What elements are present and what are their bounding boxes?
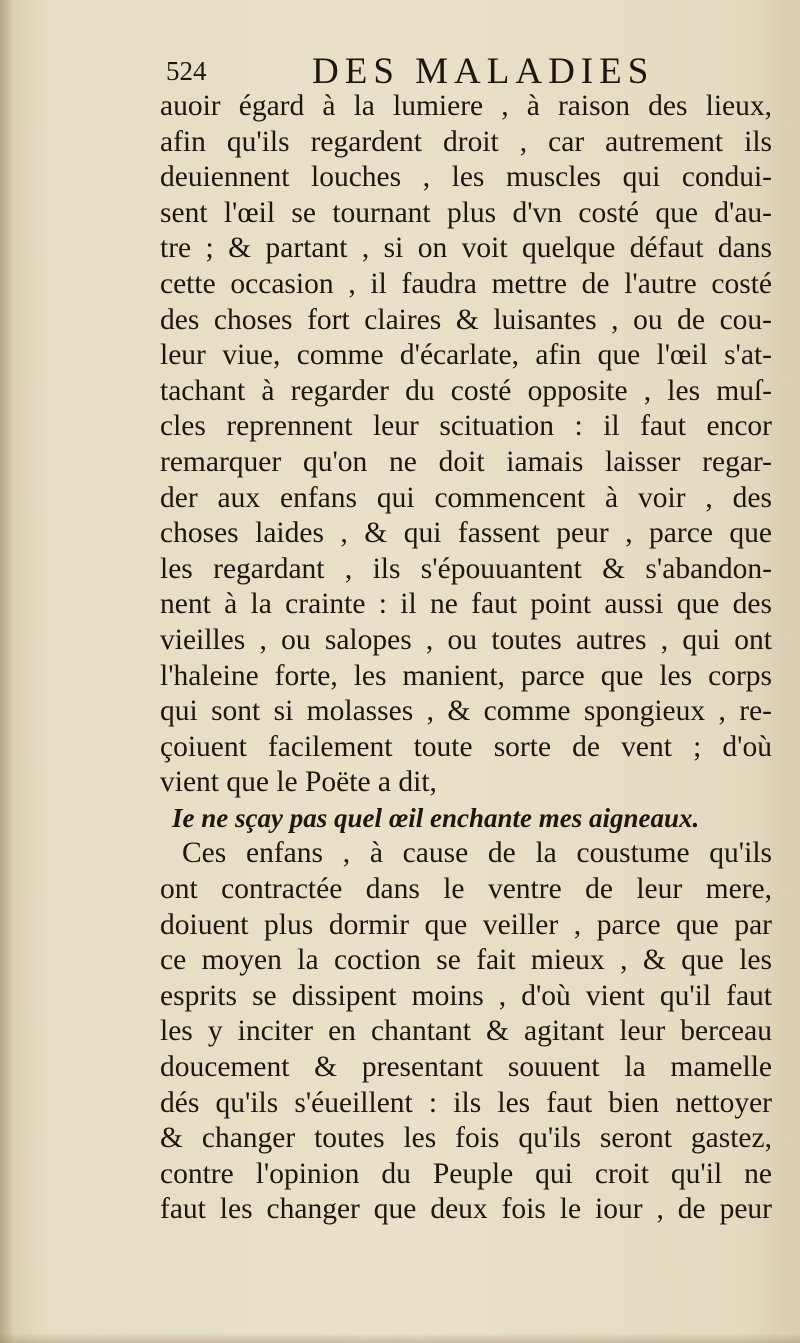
text-line: ce moyen la coction se fait mieux , & que les <box>160 944 772 977</box>
text-line: çoiuent facilement toute sorte de vent ; d'où <box>160 730 772 763</box>
verse-quotation: Ie ne sçay pas quel œil enchante mes aigneaux. <box>172 802 700 833</box>
text-line: & changer toutes les fois qu'ils seront gastez, <box>160 1122 772 1155</box>
running-title: DES MALADIES <box>312 51 655 92</box>
text-line: dés qu'ils s'éueillent : ils les faut bien nettoyer <box>160 1086 772 1119</box>
text-line: contre l'opinion du Peuple qui croit qu'il ne <box>160 1157 772 1190</box>
text-line: doiuent plus dormir que veiller , parce que par <box>160 908 772 941</box>
text-line: tachant à regarder du costé opposite , les muſ- <box>160 374 772 407</box>
text-line: vient que le Poëte a dit, <box>160 766 437 799</box>
main-text <box>160 89 772 1228</box>
page-number: 524 <box>166 56 207 86</box>
paragraph-first-line: Ces enfans , à cause de la coustume qu'ils <box>182 837 772 870</box>
text-line: faut les changer que deux fois le iour , de peur <box>160 1193 772 1226</box>
text-line: les y inciter en chantant & agitant leur berceau <box>160 1015 772 1048</box>
text-line: cette occasion , il faudra mettre de l'autre costé <box>160 267 772 300</box>
text-line: choses laides , & qui fassent peur , parce que <box>160 517 772 550</box>
text-line: afin qu'ils regardent droit , car autrement ils <box>160 125 772 158</box>
text-line: der aux enfans qui commencent à voir , des <box>160 481 772 514</box>
text-line: vieilles , ou salopes , ou toutes autres , qui ont <box>160 623 772 656</box>
text-line: nent à la crainte : il ne faut point aussi que des <box>160 588 772 621</box>
text-line: sent l'œil se tournant plus d'vn costé que d'au- <box>160 196 772 229</box>
text-line: esprits se dissipent moins , d'où vient qu'il faut <box>160 979 772 1012</box>
gutter-shadow <box>0 0 14 1343</box>
text-line: auoir égard à la lumiere , à raison des lieux, <box>160 90 772 122</box>
running-head <box>162 50 762 94</box>
text-line: l'haleine forte, les manient, parce que les corps <box>160 659 772 692</box>
text-line: remarquer qu'on ne doit iamais laisser regar- <box>160 445 772 478</box>
text-line: des choses fort claires & luisantes , ou de cou- <box>160 303 772 336</box>
text-line: cles reprennent leur scituation : il faut encor <box>160 410 772 443</box>
text-line: ont contractée dans le ventre de leur mere, <box>160 873 772 906</box>
text-line: doucement & presentant souuent la mamelle <box>160 1051 772 1084</box>
text-line: tre ; & partant , si on voit quelque défaut dans <box>160 232 772 265</box>
text-line: les regardant , ils s'épouuantent & s'abandon- <box>160 552 772 585</box>
text-line: qui sont si molasses , & comme spongieux , re- <box>160 695 772 728</box>
text-line: deuiennent louches , les muscles qui condui- <box>160 161 772 194</box>
text-line: leur viue, comme d'écarlate, afin que l'œil s'at- <box>160 339 772 372</box>
page-bottom-edge <box>0 1333 800 1343</box>
